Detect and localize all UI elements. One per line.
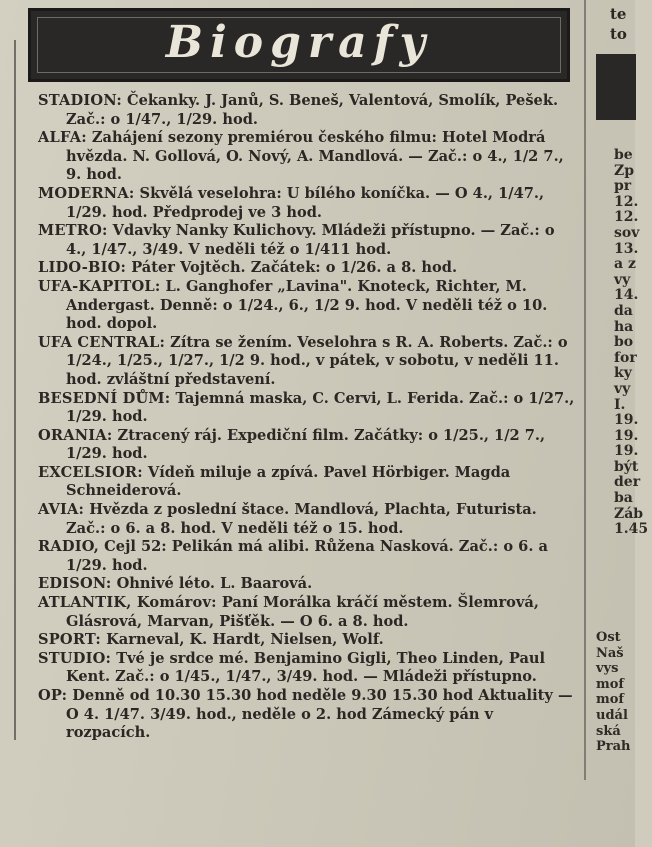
adjacent-fragment: Naš — [596, 645, 624, 661]
listing-text: Zahájení sezony premiérou českého filmu: Hotel Modrá hvězda. N. Gollová, O. Nový, A. Mandlová. — Zač.: o 4., 1/2 7., 9. hod. — [66, 129, 564, 184]
adjacent-fragment: to — [610, 25, 627, 43]
adjacent-fragment: být — [614, 458, 639, 475]
listing-entry — [38, 185, 578, 222]
adjacent-fragment: for — [614, 349, 637, 366]
listing-text: Cejl 52: Pelikán má alibi. Růžena Nasková. Zač.: o 6. a 1/29. hod. — [66, 538, 548, 574]
adjacent-fragment: 12. — [614, 209, 639, 226]
listing-entry — [38, 92, 578, 129]
listing-text: Karneval, K. Hardt, Nielsen, Wolf. — [106, 631, 384, 649]
adjacent-text — [614, 148, 648, 538]
adjacent-fragment: sov — [614, 224, 640, 241]
listing-entry — [38, 650, 578, 687]
listing-text: Vídeň miluje a zpívá. Pavel Hörbiger. Magda Schneiderová. — [66, 463, 511, 500]
venue-name: AVIA: — [38, 501, 85, 519]
adjacent-fragment: te — [610, 5, 627, 23]
listing-entry — [38, 334, 578, 390]
listing-entry — [38, 464, 578, 501]
adjacent-column — [592, 0, 652, 847]
listing-text: Skvělá veselohra: U bílého koníčka. — O 4., 1/47., 1/29. hod. Předprodej ve 3 hod. — [66, 184, 545, 221]
listing-entry — [38, 575, 578, 594]
adjacent-fragment: bo — [614, 334, 634, 351]
adjacent-fragment: der — [614, 474, 641, 491]
adjacent-fragment: Ost — [596, 630, 621, 645]
adjacent-fragment: da — [614, 302, 633, 319]
listing-entry — [38, 259, 578, 278]
listing-entry — [38, 222, 578, 259]
listing-entry — [38, 390, 578, 427]
listing-text: Tajemná maska, C. Cervi, L. Ferida. Zač.: o 1/27., 1/29. hod. — [66, 389, 575, 426]
listing-text: Ohnivé léto. L. Baarová. — [116, 575, 313, 593]
venue-name: OP: — [38, 687, 68, 704]
venue-name: MODERNA: — [38, 184, 135, 202]
adjacent-fragment: 12. — [614, 193, 639, 210]
adjacent-fragment: udál — [596, 707, 628, 723]
column-rule-left — [14, 40, 16, 740]
adjacent-fragment: I. — [614, 396, 626, 413]
listing-text: Hvězda z poslední štace. Mandlová, Plachta, Futurista. Zač.: o 6. a 8. hod. V neděli též o 15. hod. — [66, 501, 537, 537]
venue-name: EXCELSIOR: — [38, 463, 143, 481]
adjacent-fragment: 13. — [614, 240, 639, 257]
adjacent-fragment: mof — [596, 692, 625, 708]
adjacent-fragment: pr — [614, 178, 632, 195]
adjacent-fragment: Prah — [596, 739, 631, 755]
adjacent-fragment: 14. — [614, 287, 639, 304]
venue-name: LIDO-BIO: — [38, 259, 127, 277]
venue-name: METRO: — [38, 222, 108, 240]
venue-name: EDISON: — [38, 575, 112, 593]
venue-name: STADION: — [38, 92, 122, 109]
listing-entry — [38, 278, 578, 334]
listing-entry — [38, 631, 578, 650]
adjacent-banner — [596, 54, 636, 120]
venue-name: UFA CENTRAL: — [38, 333, 166, 351]
listing-entry — [38, 594, 578, 631]
venue-name: STUDIO: — [38, 649, 112, 667]
venue-name: ALFA: — [38, 129, 87, 147]
column-rule-right — [584, 0, 586, 780]
adjacent-fragment: 19. — [614, 412, 639, 429]
listing-text: Zítra se žením. Veselohra s R. A. Roberts. Zač.: o 1/24., 1/25., 1/27., 1/2 9. hod., v pátek, v sobotu, v neděli 11. hod. zvláštní představení. — [66, 333, 568, 388]
listing-text: Čekanky. J. Janů, S. Beneš, Valentová, Smolík, Pešek. Zač.: o 1/47., 1/29. hod. — [66, 92, 559, 128]
adjacent-fragment: 19. — [614, 427, 639, 444]
cinema-listing — [38, 92, 578, 743]
listing-entry — [38, 501, 578, 538]
listing-text: Vdavky Nanky Kulichovy. Mládeži přístupno. — Zač.: o 4., 1/47., 3/49. V neděli též o 1/411 hod. — [66, 222, 555, 258]
listing-entry — [38, 538, 578, 575]
venue-name: UFA-KAPITOL: — [38, 277, 161, 295]
listing-text: Paní Morálka kráčí městem. Šlemrová, Glásrová, Marvan, Pišťěk. — O 6. a 8. hod. — [66, 594, 539, 630]
listing-entry — [38, 427, 578, 464]
venue-name: BESEDNÍ DŮM: — [38, 389, 171, 407]
adjacent-fragment: mof — [596, 676, 625, 692]
adjacent-fragment: Zp — [614, 162, 635, 179]
section-title: Biografy — [165, 17, 433, 68]
adjacent-fragment: ky — [614, 365, 632, 382]
adjacent-fragment: 19. — [614, 443, 639, 460]
adjacent-fragment: vy — [614, 271, 631, 288]
listing-text: Denně od 10.30 15.30 hod neděle 9.30 15.30 hod Aktuality — O 4. 1/47. 3/49. hod., neděle o 2. hod Zámecký pán v rozpacích. — [66, 687, 573, 742]
adjacent-text-lower — [596, 630, 631, 755]
adjacent-fragment: vy — [614, 380, 631, 397]
listing-text: Ztracený ráj. Expediční film. Začátky: o 1/25., 1/2 7., 1/29. hod. — [66, 426, 546, 463]
listing-text: L. Ganghofer „Lavina". Knoteck, Richter, M. Andergast. Denně: o 1/24., 6., 1/2 9. hod. V neděli též o 10. hod. dopol. — [66, 277, 548, 333]
venue-name: ATLANTIK, Komárov: — [38, 594, 217, 612]
adjacent-fragment: Záb — [614, 505, 644, 522]
adjacent-fragment: 1.45 — [614, 521, 649, 538]
listing-entry — [38, 129, 578, 185]
adjacent-fragment: ská — [596, 723, 621, 739]
adjacent-fragment: ha — [614, 318, 634, 335]
section-banner — [28, 8, 570, 82]
adjacent-fragment: a z — [614, 256, 636, 273]
venue-name: RADIO, — [38, 538, 100, 556]
listing-entry — [38, 687, 578, 743]
adjacent-fragment: ba — [614, 490, 633, 507]
listing-text: Tvé je srdce mé. Benjamino Gigli, Theo Linden, Paul Kent. Zač.: o 1/45., 1/47., 3/49. hod. — Mládeži přístupno. — [66, 649, 546, 686]
venue-name: SPORT: — [38, 631, 102, 649]
venue-name: ORANIA: — [38, 426, 113, 444]
adjacent-fragment: be — [614, 147, 633, 163]
adjacent-fragment: vys — [596, 661, 619, 677]
listing-text: Páter Vojtěch. Začátek: o 1/26. a 8. hod. — [131, 259, 458, 277]
adjacent-column-top — [610, 4, 627, 44]
